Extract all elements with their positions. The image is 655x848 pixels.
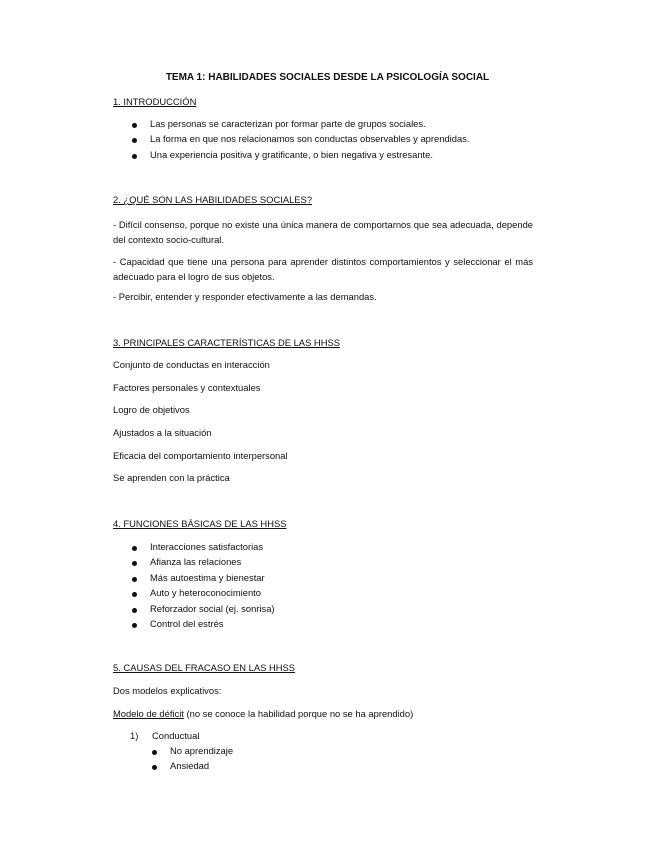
causas-intro: Dos modelos explicativos:: [113, 685, 222, 696]
list-item: Reforzador social (ej. sonrisa): [130, 604, 275, 619]
list-item: La forma en que nos relacionamos son conductas observables y aprendidas.: [130, 134, 469, 149]
list-item-label: Conductual: [152, 730, 200, 741]
list-item: Control del estrés: [130, 619, 275, 634]
list-item: Logro de objetivos: [113, 404, 190, 415]
list-item: Más autoestima y bienestar: [130, 573, 275, 588]
paragraph: - Percibir, entender y responder efectivamente a las demandas.: [113, 291, 377, 302]
list-item: Una experiencia positiva y gratificante, o bien negativa y estresante.: [130, 150, 469, 165]
list-item: Auto y heteroconocimiento: [130, 588, 275, 603]
list-item: Factores personales y contextuales: [113, 382, 261, 393]
ordered-list-item: [130, 731, 199, 742]
paragraph: - Capacidad que tiene una persona para aprender distintos comportamientos y seleccionar el más adecuado para el logro de sus objetos.: [113, 256, 533, 282]
list-item: Las personas se caracterizan por formar parte de grupos sociales.: [130, 119, 469, 134]
list-item: Ajustados a la situación: [113, 427, 212, 438]
funciones-bullet-list: [130, 542, 275, 634]
section-heading-que-son: 2. ¿QUÉ SON LAS HABILIDADES SOCIALES?: [113, 194, 313, 205]
list-item: Afianza las relaciones: [130, 557, 275, 572]
model-label: Modelo de déficit: [113, 708, 184, 719]
list-item: Conjunto de conductas en interacción: [113, 359, 270, 370]
list-item: Se aprenden con la práctica: [113, 472, 230, 483]
model-description: (no se conoce la habilidad porque no se ha aprendido): [183, 708, 414, 719]
list-item: No aprendizaje: [150, 746, 233, 761]
section-heading-caracteristicas: 3. PRINCIPALES CARACTERÍSTICAS DE LAS HHSS: [113, 337, 340, 348]
paragraph: - Difícil consenso, porque no existe una única manera de comportarnos que sea adecuada, depende del contexto socio-cultural.: [113, 219, 533, 245]
document-title: TEMA 1: HABILIDADES SOCIALES DESDE LA PSICOLOGÍA SOCIAL: [165, 72, 490, 83]
list-item: Ansiedad: [150, 761, 233, 776]
list-number: 1): [130, 730, 139, 741]
sub-bullet-list: [150, 746, 233, 777]
section-heading-causas: 5. CAUSAS DEL FRACASO EN LAS HHSS: [113, 662, 295, 673]
section-heading-funciones: 4. FUNCIONES BÁSICAS DE LAS HHSS: [113, 518, 287, 529]
list-item: Eficacia del comportamiento interpersonal: [113, 450, 288, 461]
list-item: Interacciones satisfactorias: [130, 542, 275, 557]
intro-bullet-list: [130, 119, 469, 165]
section-heading-introduccion: 1. INTRODUCCIÓN: [113, 96, 197, 107]
model-line: [113, 709, 413, 720]
